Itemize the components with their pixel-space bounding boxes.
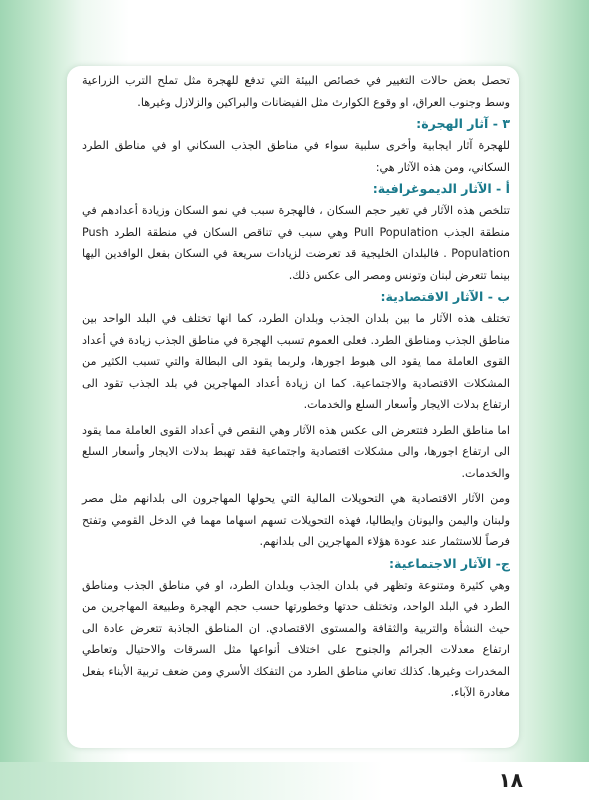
demographic-effects-heading: أ - الآثار الديموغرافية: xyxy=(372,181,510,196)
section-3-heading: ٣ - آثار الهجرة: xyxy=(416,116,510,131)
economic-effects-paragraph-1: تختلف هذه الآثار ما بين بلدان الجذب وبلدان الطرد، كما انها تختلف في البلد الواحد بين مناطق الجذب ومناطق الطرد. فعلى العموم تسبب الهجرة في مناطق الجذب زيادة في أعداد القوى العاملة مما يقود الى هبوط اجورها، ولربما يقود الى البطالة والتي تسبب الكثير من المشكلات الاقتصادية والاجتماعية. كما ان زيادة أعداد المهاجرين في بلد الجذب تقود الى ارتفاع بدلات الايجار وأسعار السلع والخدمات. xyxy=(82,312,510,411)
economic-effects-heading: ب - الآثار الاقتصادية: xyxy=(380,289,510,304)
demographic-effects-paragraph: تتلخص هذه الآثار في تغير حجم السكان ، فالهجرة سبب في نمو السكان وزيادة أعدادهم في منطقة الجذب Pull Population وهي سبب في تناقص السكان في منطقة الطرد Push Population . فالبلدان الخليجية قد تعرضت لزيادات سريعة في السكان بفعل الوافدين اليها بينما تتعرض لبنان وتونس ومصر الى عكس ذلك. xyxy=(82,204,510,282)
page-content xyxy=(82,70,510,704)
economic-effects-paragraph-3: ومن الآثار الاقتصادية هي التحويلات المالية التي يحولها المهاجرون الى بلدانهم مثل مصر ولبنان واليمن واليونان وايطاليا، فهذه التحويلات تسهم اسهاما مهما في الدخل القومي وتفتح فرصاً للاستثمار عند عودة هؤلاء المهاجرين الى بلدانهم. xyxy=(82,492,510,548)
economic-effects-paragraph-2: اما مناطق الطرد فتتعرض الى عكس هذه الآثار وهي النقص في أعداد القوى العاملة مما يقود الى ارتفاع اجورها، والى مشكلات اقتصادية واجتماعية فقد تهبط بدلات الايجار وأسعار السلع والخدمات. xyxy=(82,423,510,480)
intro-paragraph: تحصل بعض حالات التغيير في خصائص البيئة التي تدفع للهجرة مثل تملح الترب الزراعية وسط وجنوب العراق، او وقوع الكوارث مثل الفيضانات والبراكين والزلازل وغيرها. xyxy=(82,74,510,109)
page-number: ١٨ xyxy=(498,768,523,792)
social-effects-heading: ج- الآثار الاجتماعية: xyxy=(389,555,510,571)
social-effects-paragraph: وهي كثيرة ومتنوعة وتظهر في بلدان الجذب وبلدان الطرد، او في مناطق الجذب ومناطق الطرد في البلد الواحد، وتختلف حدتها وخطورتها حسب حجم الهجرة وطبيعة المهاجرين من حيث النشأة والتربية والثقافة والمستوى الاقتصادي. ان المناطق الجاذبة تتعرض عادة الى ارتفاع معدلات الجرائم والجنوح على اختلاف أنواعها مثل السرقات والاحتيال وتعاطي المخدرات وغيرها. كذلك تعاني مناطق الطرد من التفكك الأسري ومن ضعف تربية الأبناء بفعل مغادرة الآباء. xyxy=(82,578,510,699)
section-3-paragraph: للهجرة آثار ايجابية وأخرى سلبية سواء في مناطق الجذب السكاني او في مناطق الطرد السكاني، ومن هذه الآثار هي: xyxy=(82,139,510,174)
